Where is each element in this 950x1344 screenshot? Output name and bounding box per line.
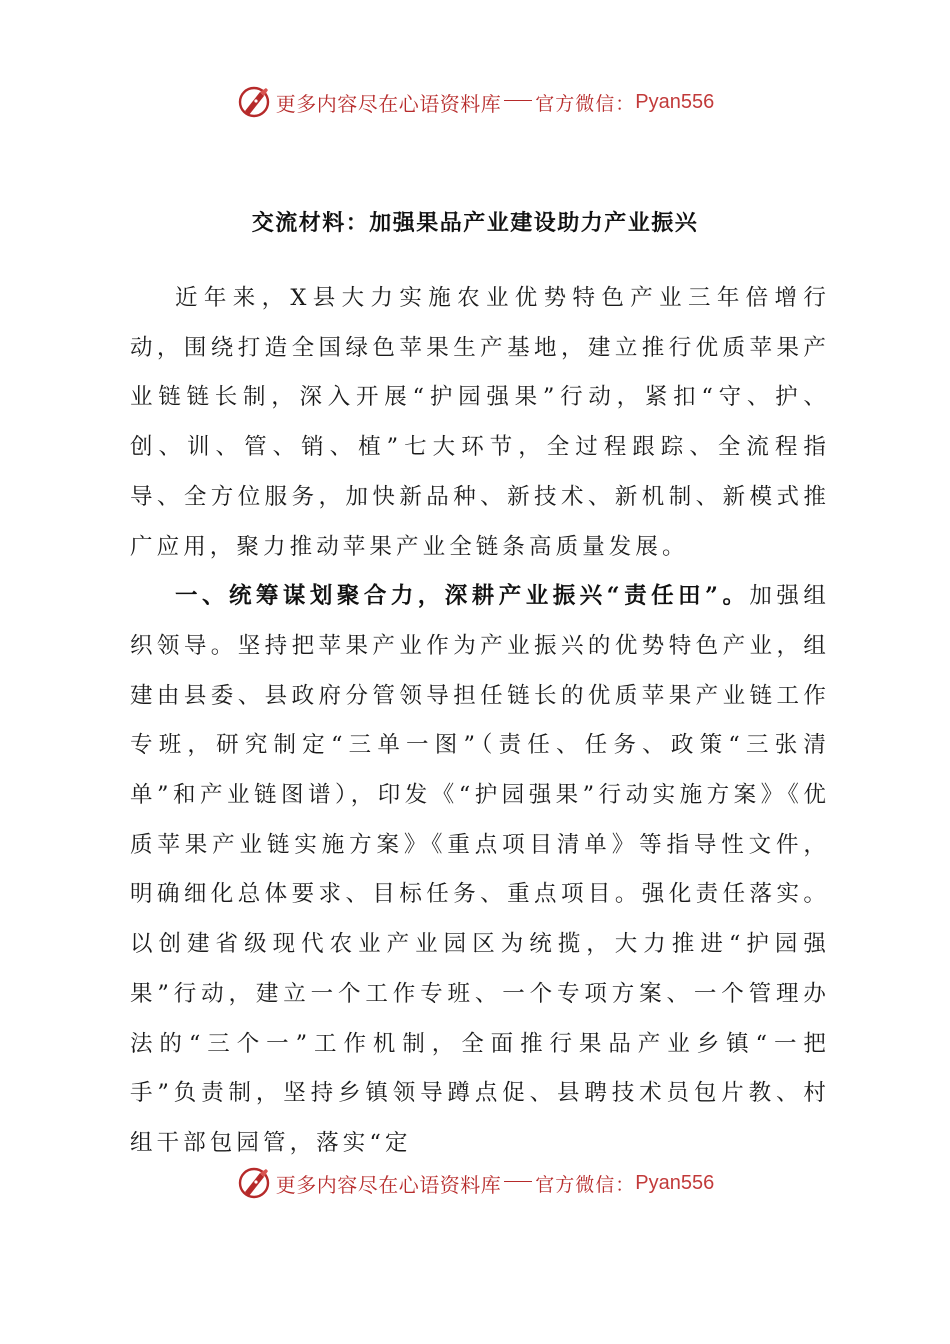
- pen-nib-logo-icon: [236, 1165, 272, 1201]
- section-1-paragraph: [130, 572, 830, 1168]
- banner-text: 更多内容尽在心语资料库: [275, 91, 502, 116]
- document-title: 交流材料：加强果品产业建设助力产业振兴: [251, 210, 699, 236]
- pen-nib-logo-icon: [236, 84, 272, 120]
- section-1-heading: 一、统筹谋划聚合力，深耕产业振兴“责任田”。: [175, 583, 750, 610]
- intro-paragraph: 近年来，X县大力实施农业优势特色产业三年倍增行动，围绕打造全国绿色苹果生产基地，建立推行优质苹果产业链链长制，深入开展“护园强果”行动，紧扣“守、护、创、训、管、销、植”七大环节，全过程跟踪、全流程指导、全方位服务，加快新品种、新技术、新机制、新模式推广应用，聚力推动苹果产业全链条高质量发展。: [130, 285, 830, 560]
- banner-wechat-handle: Pyan556: [635, 90, 715, 113]
- document-body: [130, 274, 830, 1169]
- banner-divider: [504, 100, 532, 101]
- banner-label: 官方微信：: [535, 92, 636, 115]
- banner-wechat-handle: Pyan556: [635, 1171, 715, 1194]
- footer-watermark-banner: [0, 1163, 950, 1203]
- banner-text: 更多内容尽在心语资料库: [275, 1172, 502, 1197]
- section-1-body: 加强组织领导。坚持把苹果产业作为产业振兴的优势特色产业，组建由县委、县政府分管领导担任链长的优质苹果产业链工作专班，研究制定“三单一图”（责任、任务、政策“三张清单”和产业链图谱），印发《“护园强果”行动实施方案》《优质苹果产业链实施方案》《重点项目清单》等指导性文件，明确细化总体要求、目标任务、重点项目。强化责任落实。以创建省级现代农业产业园区为统揽，大力推进“护园强果”行动，建立一个工作专班、一个专项方案、一个管理办法的“三个一”工作机制，全面推行果品产业乡镇“一把手”负责制，坚持乡镇领导蹲点促、县聘技术员包片教、村组干部包园管，落实“定: [130, 583, 830, 1156]
- banner-label: 官方微信：: [535, 1173, 636, 1196]
- header-watermark-banner: [0, 82, 950, 122]
- banner-divider: [504, 1181, 532, 1182]
